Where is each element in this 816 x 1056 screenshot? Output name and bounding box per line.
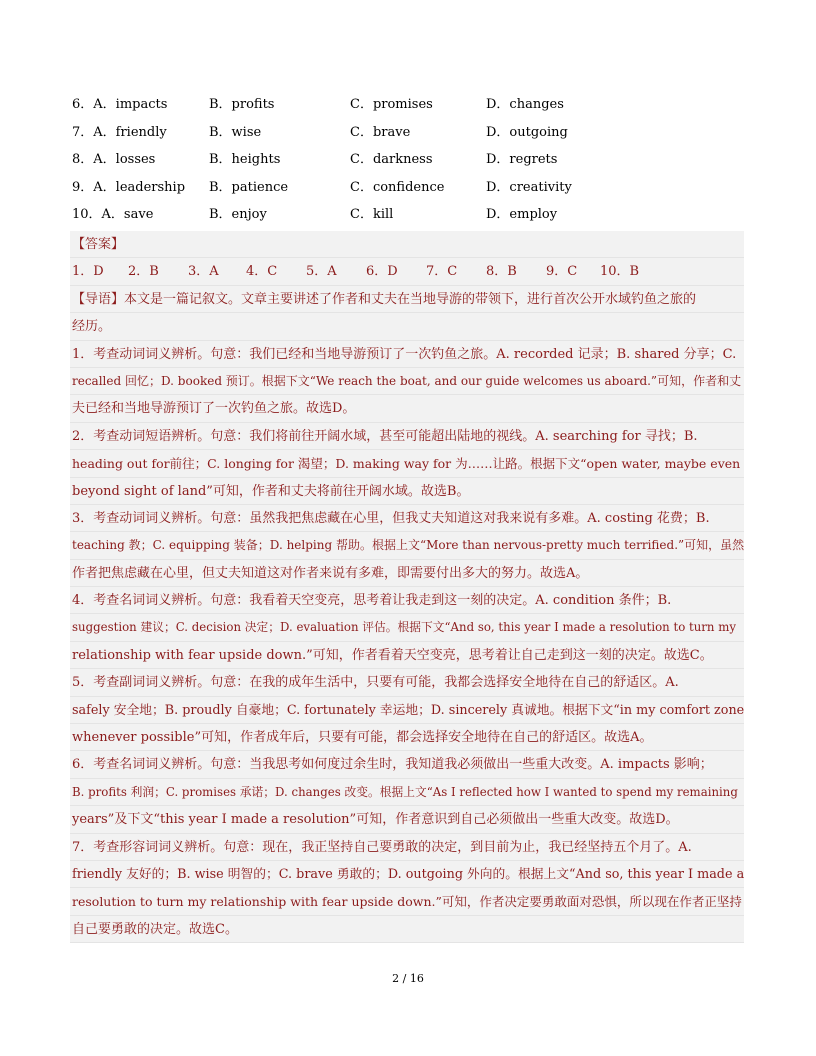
text-line: 7．考查形容词词义辨析。句意：现在，我正坚持自己要勇敢的决定，到目前为止，我已经坚持五个月了。A. [70,834,744,861]
option-row [72,94,752,122]
text-line: 自己要勇敢的决定。故选C。 [70,916,744,943]
text-line: resolution to turn my relationship with fear upside down.”可知，作者决定要勇敢面对恐惧，所以现在作者正坚持 [70,888,744,915]
option-row [72,122,752,150]
answer-key: 6．D [366,264,398,280]
option-b: B．wise [209,124,262,140]
options-list [72,94,752,232]
text-line: friendly 友好的；B. wise 明智的；C. brave 勇敢的；D. outgoing 外向的。根据上文“And so, this year I made a [70,861,744,888]
text-line: 1．考查动词词义辨析。句意：我们已经和当地导游预订了一次钓鱼之旅。A. recorded 记录；B. shared 分享；C. [70,341,744,368]
option-d: D．regrets [486,152,558,167]
text-line: 3．考查动词词义辨析。句意：虽然我把焦虑藏在心里，但我丈夫知道这对我来说有多难。A. costing 花费；B. [70,505,744,532]
answer-heading: 【答案】 [70,231,744,258]
option-b: B．heights [209,152,281,167]
option-row [72,177,752,205]
option-a: 9．A．leadership [72,179,186,195]
text-line: relationship with fear upside down.”可知，作者看着天空变亮，思考着让自己走到这一刻的决定。故选C。 [70,642,744,669]
answer-key: 4．C [246,264,278,280]
text-line: 6．考查名词词义辨析。句意：当我思考如何度过余生时，我知道我必须做出一些重大改变。A. impacts 影响； [70,751,744,778]
text-line: safely 安全地；B. proudly 自豪地；C. fortunately 幸运地；D. sincerely 真诚地。根据下文“in my comfort zone [70,697,744,724]
option-c: C．darkness [350,152,433,167]
option-d: D．changes [486,97,564,112]
answer-key: 9．C [546,264,578,280]
text-line: 【导语】本文是一篇记叙文。文章主要讲述了作者和丈夫在当地导游的带领下，进行首次公开水域钓鱼之旅的 [70,286,744,313]
answer-key: 2．B [128,264,159,280]
option-c: C．promises [350,97,433,112]
text-line: heading out for前往；C. longing for 渴望；D. making way for 为……让路。根据下文“open water, maybe even [70,450,744,477]
option-d: D．creativity [486,179,572,195]
option-b: B．enjoy [209,207,267,222]
answer-section [70,231,744,943]
answer-key: 5．A [306,264,337,280]
answer-key: 3．A [188,264,219,280]
page-number: 2 / 16 [392,972,424,985]
option-d: D．employ [486,207,558,222]
option-c: C．brave [350,124,411,140]
text-line: whenever possible”可知，作者成年后，只要有可能，都会选择安全地待在自己的舒适区。故选A。 [70,724,744,751]
option-c: C．kill [350,207,394,222]
text-line: 作者把焦虑藏在心里，但丈夫知道这对作者来说有多难，即需要付出多大的努力。故选A。 [70,560,744,587]
option-a: 10．A．save [72,207,154,222]
option-d: D．outgoing [486,124,568,140]
option-row [72,149,752,177]
text-line: years”及下文“this year I made a resolution”可知，作者意识到自己必须做出一些重大改变。故选D。 [70,806,744,833]
answer-key: 1．D [72,264,104,280]
text-line: B. profits 利润；C. promises 承诺；D. changes 改变。根据上文“As I reflected how I wanted to spend my remaining [70,779,744,806]
option-row [72,204,752,232]
text-line: beyond sight of land”可知，作者和丈夫将前往开阔水域。故选B。 [70,478,744,505]
text-line: recalled 回忆；D. booked 预订。根据下文“We reach the boat, and our guide welcomes us aboard.”可知，作者和丈 [70,368,744,395]
option-a: 7．A．friendly [72,124,167,140]
option-a: 6．A．impacts [72,97,168,112]
text-line: 4．考查名词词义辨析。句意：我看着天空变亮，思考着让我走到这一刻的决定。A. condition 条件；B. [70,587,744,614]
text-line: 夫已经和当地导游预订了一次钓鱼之旅。故选D。 [70,395,744,422]
text-line: 经历。 [70,313,744,340]
option-b: B．patience [209,179,289,195]
text-line: suggestion 建议；C. decision 决定；D. evaluation 评估。根据下文“And so, this year I made a resolution to turn my [70,614,744,641]
answer-key: 8．B [486,264,517,280]
text-line: 2．考查动词短语辨析。句意：我们将前往开阔水域，甚至可能超出陆地的视线。A. searching for 寻找；B. [70,423,744,450]
option-a: 8．A．losses [72,152,156,167]
answer-key: 7．C [426,264,458,280]
option-b: B．profits [209,97,275,112]
option-c: C．confidence [350,179,445,195]
text-line: teaching 教；C. equipping 装备；D. helping 帮助。根据上文“More than nervous-pretty much terrified.”可知，虽然 [70,532,744,559]
answer-key: 10．B [600,264,640,280]
answer-keys [70,258,744,285]
text-line: 5．考查副词词义辨析。句意：在我的成年生活中，只要有可能，我都会选择安全地待在自己的舒适区。A. [70,669,744,696]
